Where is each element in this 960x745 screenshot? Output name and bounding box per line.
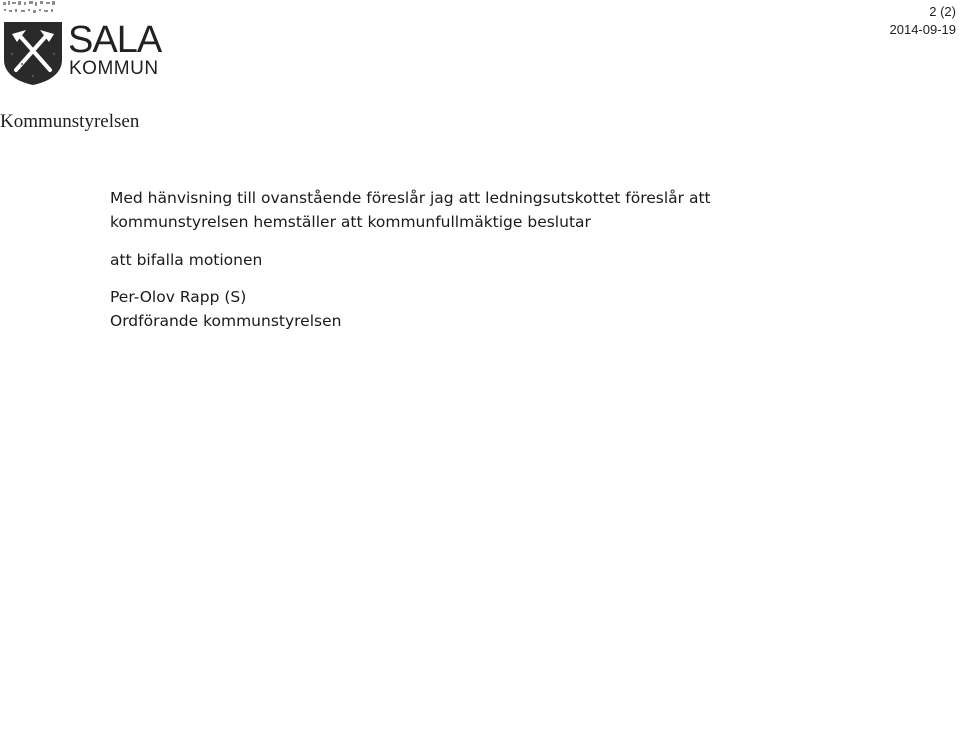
body-line-2: kommunstyrelsen hemställer att kommunfullmäktige beslutar	[110, 213, 591, 231]
sala-kommun-logo	[2, 20, 172, 86]
scan-noise-marks	[2, 0, 60, 18]
logo-subtitle: KOMMUN	[69, 58, 159, 79]
coat-of-arms-icon	[2, 20, 64, 86]
department-heading: Kommunstyrelsen	[0, 111, 140, 132]
logo-name: SALA	[68, 19, 162, 61]
signature-title: Ordförande kommunstyrelsen	[110, 312, 342, 330]
signature-name: Per-Olov Rapp (S)	[110, 288, 247, 306]
document-body	[110, 186, 810, 333]
body-line-1: Med hänvisning till ovanstående föreslår jag att ledningsutskottet föreslår att	[110, 189, 711, 207]
decision-text: att bifalla motionen	[110, 251, 263, 269]
body-paragraph	[110, 186, 810, 234]
document-date: 2014-09-19	[889, 22, 956, 37]
page-number: 2 (2)	[929, 4, 956, 19]
